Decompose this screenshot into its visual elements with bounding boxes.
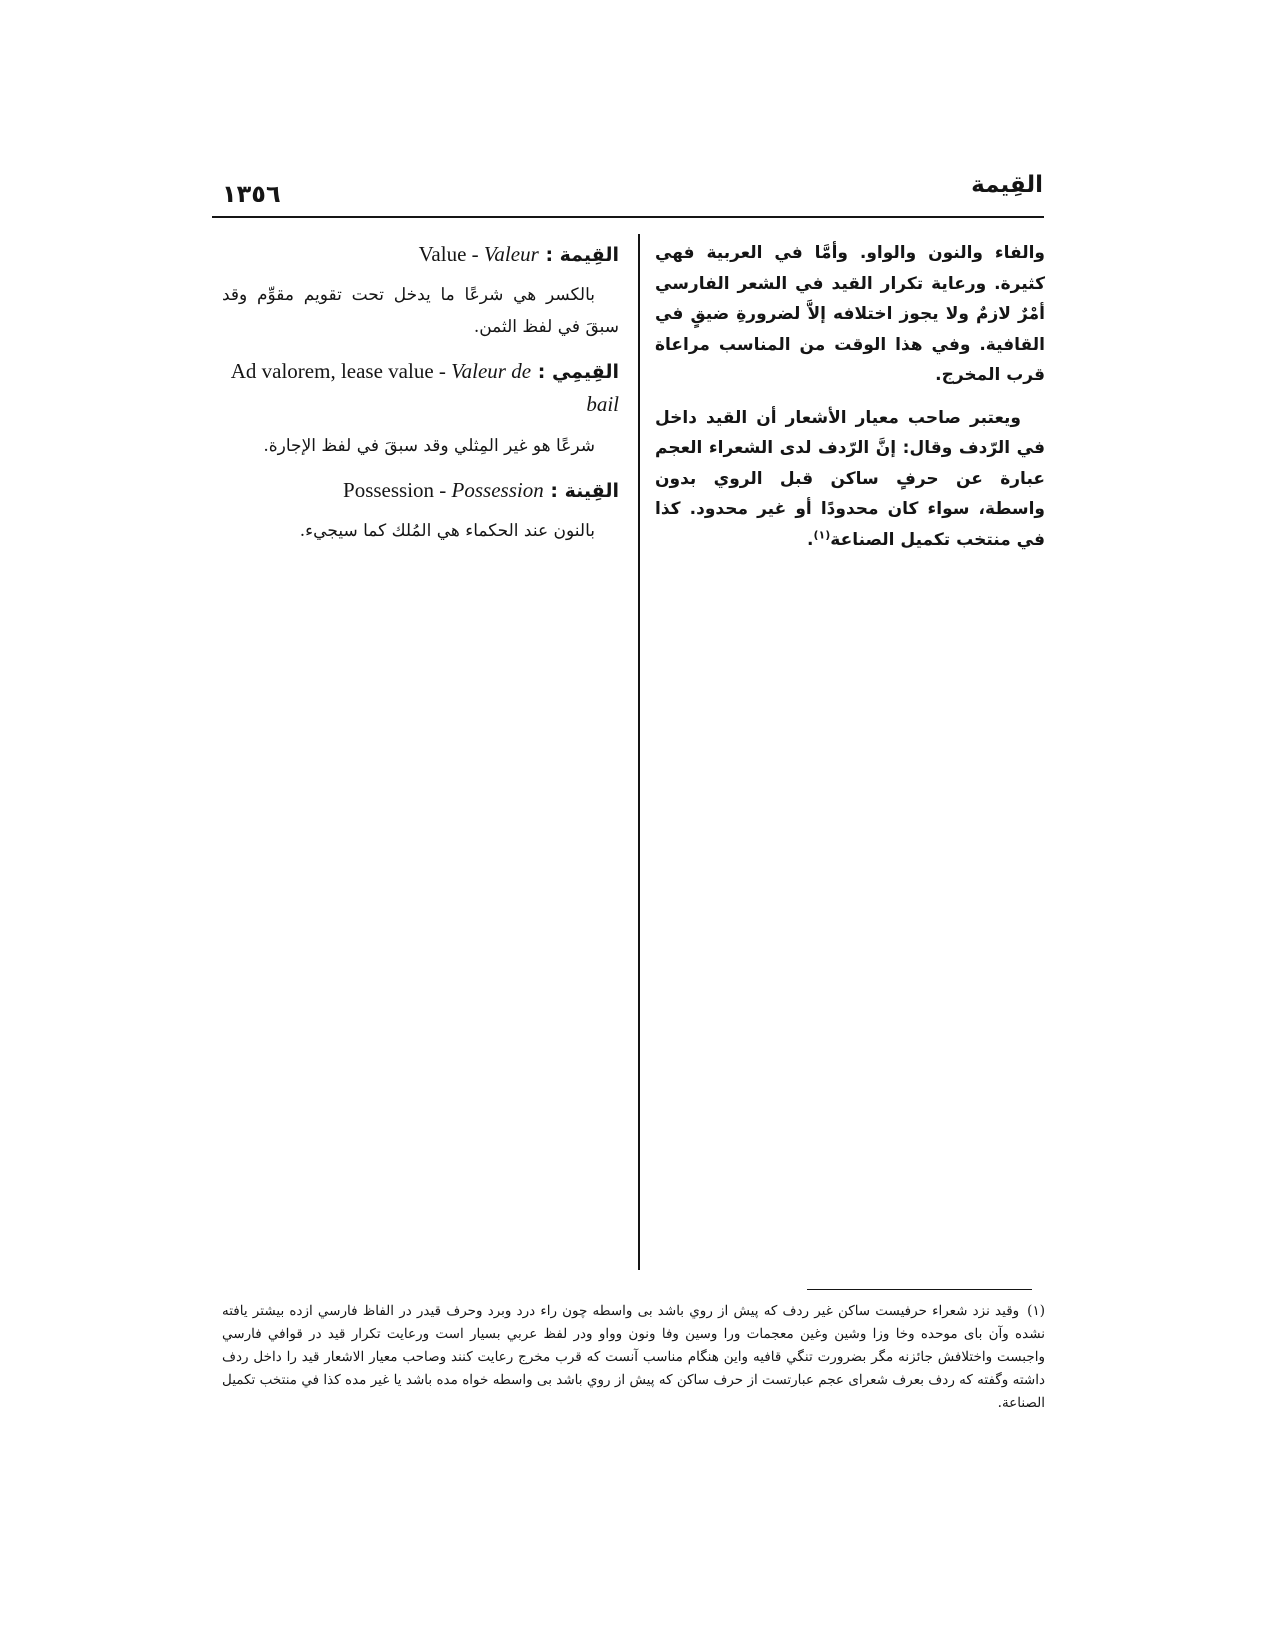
entry-heading-qimi [222,355,619,420]
mieyar-paragraph [655,403,1045,556]
right-column [655,238,1045,567]
english-term: Possession [343,478,435,502]
footnote [222,1300,1045,1415]
entry-term: القِيمة : [545,244,619,266]
entry-translation [343,478,544,502]
continuation-paragraph: والفاء والنون والواو. وأمَّا في العربية فهي كثيرة. ورعاية تكرار القيد في الشعر الفارسي أمْرٌ لازمٌ ولا يجوز اختلافه إلاَّ لضرورةِ ضيقٍ في القافية. وفي هذا الوقت من المناسب مراعاة قرب المخرج. [655,243,1045,385]
term-separator: - [433,359,452,383]
entry-term: القِينة : [550,480,619,502]
entry-body-qina: بالنون عند الحكماء هي المُلك كما سيجيء. [299,521,595,541]
entry-term: القِيمِي : [537,361,619,383]
entry-heading-qina [222,474,619,507]
footnote-reference: (١) [813,527,831,541]
term-separator: - [466,242,484,266]
column-divider [638,234,640,1270]
mieyar-paragraph-text: ويعتبر صاحب معيار الأشعار أن القيد داخل في الرّدف وقال: إنَّ الرّدف لدى الشعراء العجم عبارة عن حرفٍ ساكن قبل الروي بدون واسطة، سواء كان محدودًا أو غير محدود. كذا في منتخب تكميل الصناعة [655,407,1045,550]
english-term: Value [418,242,467,266]
left-column [222,238,619,559]
entry-translation [419,242,539,266]
french-term: Valeur de bail [451,359,619,416]
page-number: ١٣٥٦ [222,180,281,208]
french-term: Valeur [483,242,539,266]
footnote-rule [807,1289,1032,1290]
entry-body-qima: بالكسر هي شرعًا ما يدخل تحت تقويم مقوِّم وقد سبقَ في لفظ الثمن. [222,285,619,337]
entry-body-qimi: شرعًا هو غير المِثلي وقد سبقَ في لفظ الإجارة. [263,436,595,456]
term-separator: - [434,478,452,502]
entry-heading-qima [222,238,619,271]
running-title: القِيمة [971,172,1043,198]
paragraph-end-mark: . [807,529,814,550]
footnote-marker: (١) [1027,1303,1045,1319]
french-term: Possession [451,478,544,502]
header-rule [212,216,1044,218]
english-term: Ad valorem, lease value [230,359,434,383]
footnote-text: وقيد نزد شعراء حرفيست ساكن غير ردف كه پيش از روي باشد بى واسطه چون راء درد وبرد وحرف قيدر در الفاظ فارسي ازده بيشتر يافته نشده وآن باى موحده وخا وزا وشين وغين معجمات ورا وسين وفا ونون وواو ودر لفظ عربي بسيار است ورعايت تكرار قيد در قوافي فارسي واجبست واختلافش جائزنه مگر بضرورت تنگي قافيه واين هنگام مناسب آنست كه قرب مخرج رعايت كنند وصاحب معيار الاشعار قيد را داخل ردف داشته وگفته كه ردف بعرف شعراى عجم عبارتست از حرف ساكن كه پيش از روي باشد بى واسطه خواه مده باشد يا غير مده كذا في منتخب تكميل الصناعة. [222,1303,1045,1411]
